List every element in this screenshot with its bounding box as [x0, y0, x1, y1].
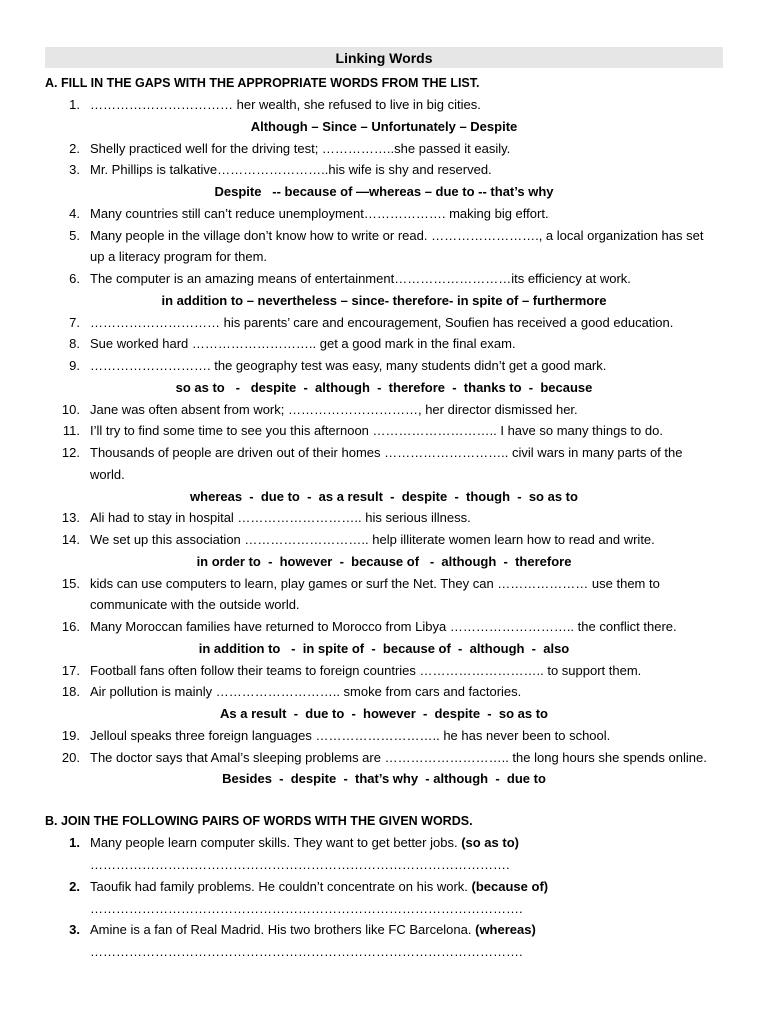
item-number: 10. — [61, 401, 80, 417]
item-text: ………………………… his parents’ care and encouragement, Soufien has received a good education. — [90, 314, 674, 330]
item-text — [90, 835, 519, 850]
item-number: 14. — [61, 532, 80, 547]
page-title: Linking Words — [45, 47, 723, 68]
item-number: 9. — [69, 358, 80, 373]
exercise-item — [45, 619, 677, 634]
exercise-item — [45, 684, 522, 700]
item-number: 15. — [61, 575, 80, 591]
answer-line: ………………………………………………………………………………………. — [90, 900, 523, 916]
item-text-continued: communicate with the outside world. — [90, 597, 300, 613]
exercise-item — [45, 336, 516, 352]
item-text: Thousands of people are driven out of their homes ……………………….. civil wars in many parts of the — [90, 445, 683, 460]
exercise-item — [45, 314, 674, 330]
item-number: 4. — [69, 205, 80, 221]
word-list: Despite -- because of —whereas – due to -- that’s why — [214, 184, 554, 199]
word-list: As a result - due to - however - despite - so as to — [220, 706, 548, 721]
word-list: in order to - however - because of - although - therefore — [196, 553, 572, 569]
word-list: Besides - despite - that’s why - although - due to — [222, 771, 546, 787]
item-text: Ali had to stay in hospital ……………………….. his serious illness. — [90, 510, 471, 526]
item-number: 8. — [69, 336, 80, 352]
item-number: 6. — [69, 271, 80, 286]
item-text: kids can use computers to learn, play games or surf the Net. They can ………………… use them to — [90, 575, 660, 591]
exercise-item — [45, 358, 607, 373]
item-text: …………………………… her wealth, she refused to live in big cities. — [90, 97, 481, 112]
item-text: Mr. Phillips is talkative……………………..his wife is shy and reserved. — [90, 162, 492, 178]
word-list: Although – Since – Unfortunately – Despite — [250, 118, 518, 134]
item-text: ………………………. the geography test was easy, many students didn’t get a good mark. — [90, 358, 607, 373]
item-number: 2. — [69, 878, 80, 894]
item-text: I’ll try to find some time to see you this afternoon ……………………….. I have so many things to do. — [90, 423, 663, 439]
item-text: The doctor says that Amal’s sleeping problems are ……………………….. the long hours she spends online. — [90, 749, 707, 765]
join-item — [45, 878, 549, 894]
item-number: 3. — [69, 922, 80, 937]
linking-word-hint: (because of) — [471, 878, 549, 894]
item-text-continued: world. — [90, 466, 125, 482]
exercise-item — [45, 162, 492, 178]
item-text: Jelloul speaks three foreign languages ……………………….. he has never been to school. — [90, 727, 611, 743]
item-text: Football fans often follow their teams to foreign countries ……………………….. to support them. — [90, 662, 642, 678]
exercise-item — [45, 401, 578, 417]
section-a-heading: A. FILL IN THE GAPS WITH THE APPROPRIATE WORDS FROM THE LIST. — [45, 76, 480, 90]
word-list: whereas - due to - as a result - despite - though - so as to — [190, 488, 578, 504]
exercise-item — [45, 423, 663, 439]
exercise-item — [45, 510, 471, 526]
join-item — [45, 922, 536, 937]
exercise-item — [45, 749, 707, 765]
item-number: 1. — [69, 835, 80, 850]
item-text — [90, 922, 536, 937]
exercise-item — [45, 575, 660, 591]
item-number: 3. — [69, 162, 80, 178]
sentence-pair: Amine is a fan of Real Madrid. His two brothers like FC Barcelona. — [90, 922, 476, 937]
exercise-item — [45, 140, 511, 156]
item-text-continued: up a literacy program for them. — [90, 249, 268, 265]
item-text: Shelly practiced well for the driving test; ……………..she passed it easily. — [90, 140, 511, 156]
item-number: 18. — [61, 684, 80, 700]
linking-word-hint: (so as to) — [461, 835, 519, 850]
item-number: 13. — [61, 510, 80, 526]
exercise-item — [45, 662, 642, 678]
join-item — [45, 835, 519, 850]
item-number: 7. — [69, 314, 80, 330]
item-number: 2. — [69, 140, 80, 156]
item-text — [90, 879, 548, 894]
word-list: so as to - despite - although - therefore - thanks to - because — [175, 379, 593, 395]
item-number: 11. — [62, 423, 80, 439]
exercise-item — [45, 205, 549, 221]
item-text: Many countries still can’t reduce unemployment………………. making big effort. — [90, 205, 549, 221]
item-number: 5. — [69, 227, 80, 243]
item-text: Jane was often absent from work; …………………………, her director dismissed her. — [90, 401, 578, 417]
exercise-item — [45, 97, 481, 112]
exercise-item — [45, 227, 704, 243]
item-text: Many Moroccan families have returned to Morocco from Libya ……………………….. the conflict there. — [90, 619, 677, 634]
section-b-heading: B. JOIN THE FOLLOWING PAIRS OF WORDS WITH THE GIVEN WORDS. — [45, 814, 473, 828]
item-number: 16. — [61, 619, 80, 634]
answer-line: ……………………………………………………………………………………. — [90, 857, 510, 872]
sentence-pair: Many people learn computer skills. They want to get better jobs. — [90, 835, 462, 850]
sentence-pair: Taoufik had family problems. He couldn’t concentrate on his work. — [90, 878, 472, 894]
item-text: Many people in the village don’t know how to write or read. ……………………., a local organization has set — [90, 227, 704, 243]
word-list: in addition to - in spite of - because of - although - also — [198, 640, 570, 656]
exercise-item — [45, 727, 611, 743]
item-number: 1. — [69, 97, 80, 112]
item-number: 17. — [61, 662, 80, 678]
linking-word-hint: (whereas) — [475, 922, 536, 937]
item-text: We set up this association ……………………….. help illiterate women learn how to read and write. — [90, 532, 655, 547]
item-number: 12. — [61, 445, 80, 460]
exercise-item — [45, 271, 631, 286]
answer-line: ………………………………………………………………………………………. — [90, 944, 523, 959]
exercise-item — [45, 532, 655, 547]
item-number: 20. — [61, 749, 80, 765]
item-text: The computer is an amazing means of entertainment………………………its efficiency at work. — [90, 271, 631, 286]
item-text: Sue worked hard ……………………….. get a good mark in the final exam. — [90, 336, 516, 352]
item-text: Air pollution is mainly ……………………….. smoke from cars and factories. — [90, 684, 522, 700]
word-list: in addition to – nevertheless – since- therefore- in spite of – furthermore — [161, 292, 607, 308]
exercise-item — [45, 445, 683, 460]
item-number: 19. — [61, 727, 80, 743]
